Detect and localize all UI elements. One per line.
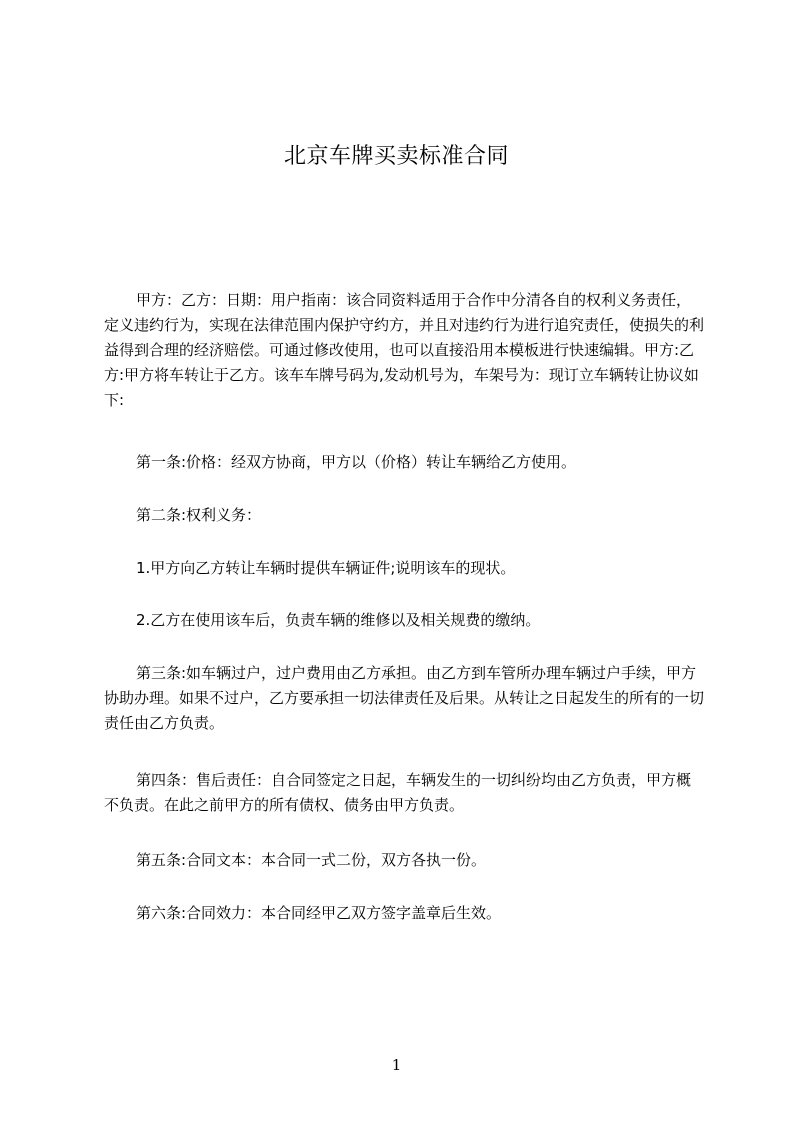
intro-paragraph: 甲方：乙方：日期：用户指南：该合同资料适用于合作中分清各自的权利义务责任，定义违约行为，实现在法律范围内保护守约方，并且对违约行为进行追究责任，使损失的利益得到合理的经济赔偿。可通过修改使用，也可以直接沿用本模板进行快速编辑。甲方:乙方:甲方将车转让于乙方。该车车牌号码为,发动机号为，车架号为：现订立车辆转让协议如下: bbox=[104, 291, 705, 409]
article-1-price: 第一条:价格：经双方协商，甲方以（价格）转让车辆给乙方使用。 bbox=[136, 453, 577, 471]
article-2-item-1: 1.甲方向乙方转让车辆时提供车辆证件;说明该车的现状。 bbox=[136, 559, 516, 577]
article-2-item-2: 2.乙方在使用该车后，负责车辆的维修以及相关规费的缴纳。 bbox=[136, 611, 541, 629]
article-4-after-sale: 第四条：售后责任：自合同签定之日起，车辆发生的一切纠纷均由乙方负责，甲方概不负责。在此之前甲方的所有债权、债务由甲方负责。 bbox=[104, 771, 692, 814]
page-number: 1 bbox=[391, 1056, 402, 1074]
article-6-validity: 第六条:合同效力：本合同经甲乙双方签字盖章后生效。 bbox=[136, 904, 502, 922]
article-5-copies: 第五条:合同文本：本合同一式二份，双方各执一份。 bbox=[136, 851, 487, 869]
article-3-transfer: 第三条:如车辆过户，过户费用由乙方承担。由乙方到车管所办理车辆过户手续，甲方协助办理。如果不过户，乙方要承担一切法律责任及后果。从转让之日起发生的所有的一切责任由乙方负责。 bbox=[104, 664, 705, 732]
document-title: 北京车牌买卖标准合同 bbox=[283, 144, 509, 169]
article-2-rights: 第二条:权利义务： bbox=[136, 506, 262, 524]
